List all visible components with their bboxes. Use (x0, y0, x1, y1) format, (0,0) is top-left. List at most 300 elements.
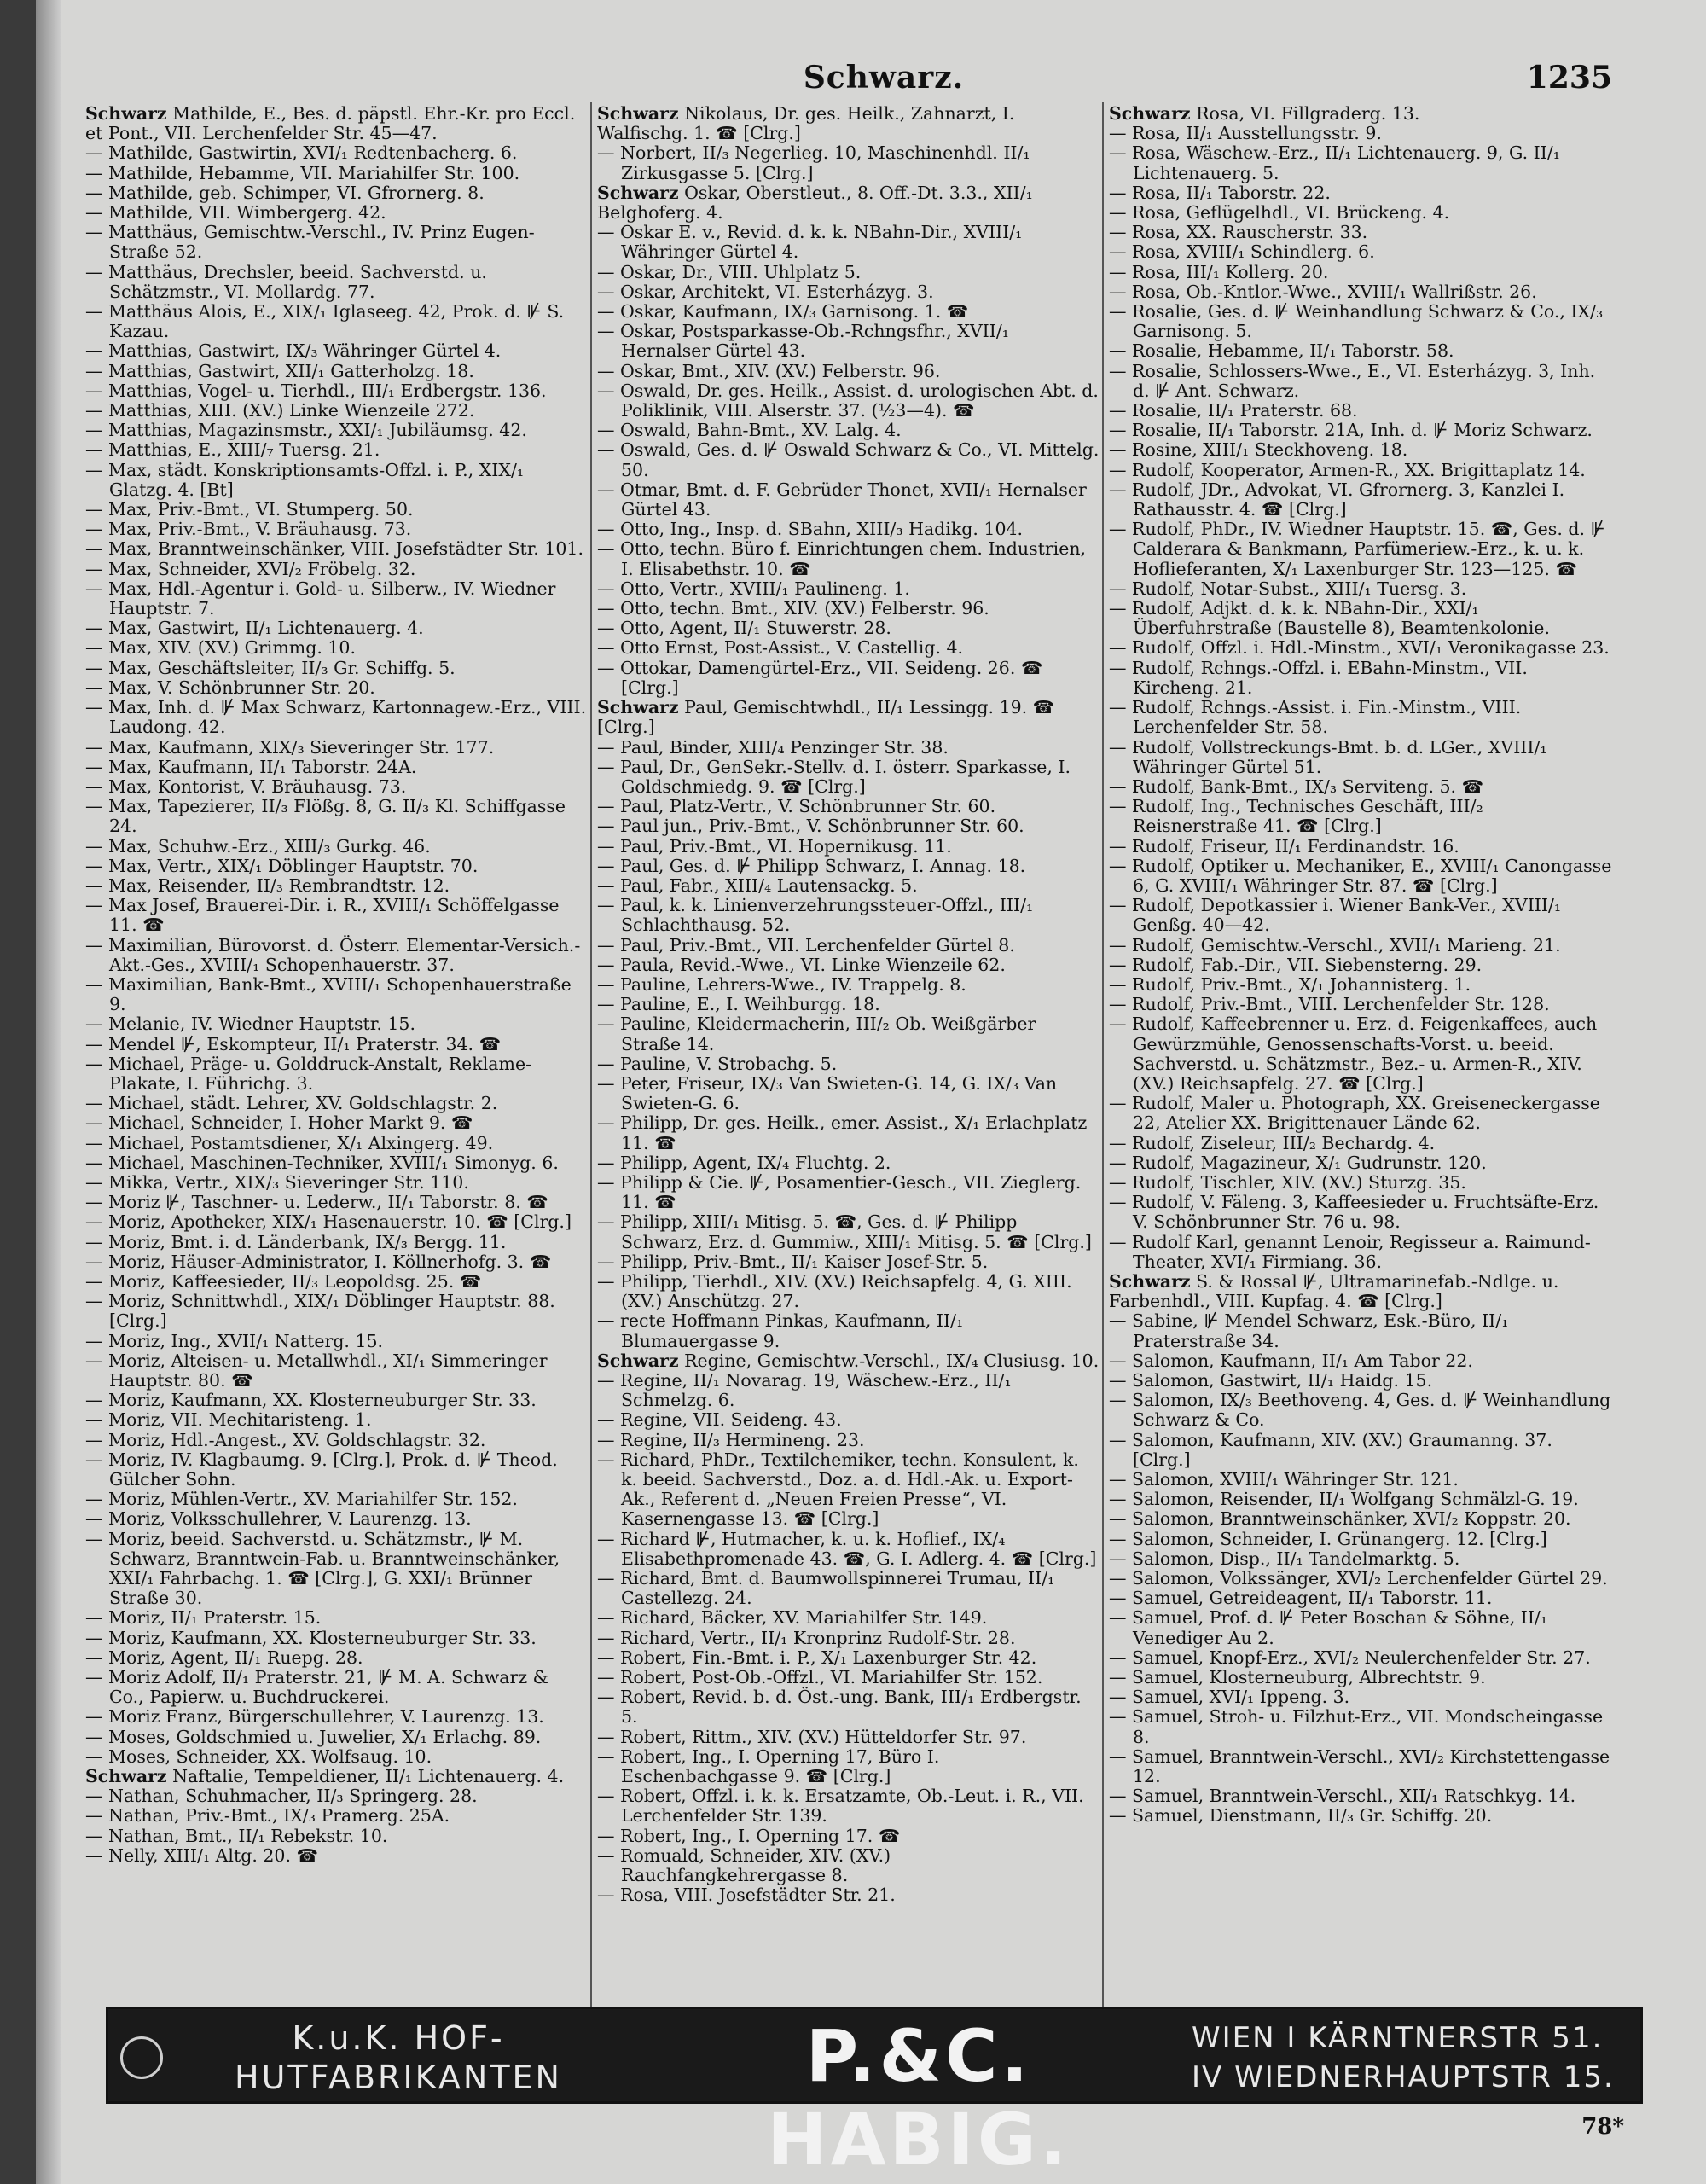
directory-entry (1109, 1134, 1612, 1153)
directory-entry (85, 539, 589, 559)
entry-text: — Salomon, Kaufmann, XIV. (XV.) Graumanng. 37. [Clrg.] (1109, 1429, 1552, 1470)
entry-text: — Max, Kontorist, V. Bräuhausg. 73. (85, 775, 407, 797)
entry-text: — Oskar, Dr., VIII. Uhlplatz 5. (597, 261, 862, 282)
entry-text: — Samuel, Branntwein-Verschl., XVI/₂ Kirchstettengasse 12. (1109, 1745, 1610, 1787)
entry-text: — Max Josef, Brauerei-Dir. i. R., XVIII/₁ Schöffelgasse 11. ☎ (85, 895, 560, 936)
entry-text: — Rosalie, Schlossers-Wwe., E., VI. Esterházyg. 3, Inh. d. ⊮ Ant. Schwarz. (1109, 360, 1596, 401)
entry-text: — Rosa, XX. Rauscherstr. 33. (1109, 222, 1368, 243)
entry-text: — Oswald, Dr. ges. Heilk., Assist. d. urologischen Abt. d. Poliklinik, VIII. Alserstr. 37. (½3—4). ☎ (597, 380, 1099, 421)
entry-text: — Otto, techn. Büro f. Einrichtungen chem. Industrien, I. Elisabethstr. 10. ☎ (597, 538, 1087, 579)
directory-entry (1109, 1094, 1612, 1133)
surname-heading: Schwarz (85, 103, 167, 124)
entry-text: — Max, Tapezierer, II/₃ Flößg. 8, G. II/₃ Kl. Schiffgasse 24. (85, 796, 566, 837)
entry-text: — Moses, Goldschmied u. Juwelier, X/₁ Erlachg. 89. (85, 1726, 542, 1747)
directory-entry (85, 619, 589, 638)
entry-text: — Pauline, Kleidermacherin, III/₂ Ob. Weißgärber Straße 14. (597, 1014, 1036, 1054)
entry-text: — Rudolf, Tischler, XIV. (XV.) Sturzg. 35. (1109, 1171, 1466, 1193)
directory-entry (1109, 797, 1612, 836)
directory-entry (85, 1668, 589, 1707)
directory-entry (1109, 1509, 1612, 1529)
entry-text: Paul, Gemischtwhdl., II/₁ Lessingg. 19. ☎ [Clrg.] (597, 697, 1055, 738)
directory-entry (597, 956, 1100, 975)
entry-text: — Mathilde, VII. Wimbergerg. 42. (85, 202, 386, 224)
entry-text: — recte Hoffmann Pinkas, Kaufmann, II/₁ Blumauergasse 9. (597, 1310, 964, 1351)
directory-entry (597, 1054, 1100, 1074)
entry-text: — Moriz, Kaffeesieder, II/₃ Leopoldsg. 25. ☎ (85, 1270, 482, 1292)
directory-entry (597, 837, 1100, 857)
binding-gutter (0, 0, 36, 2184)
running-header (61, 60, 1706, 102)
directory-entry (1109, 461, 1612, 480)
directory-entry (597, 738, 1100, 758)
entry-text: — Rudolf, Kooperator, Armen-R., XX. Brigittaplatz 14. (1109, 459, 1586, 480)
directory-entry (1109, 599, 1612, 638)
directory-entry (597, 1885, 1100, 1905)
directory-entry (85, 440, 589, 460)
directory-entry (85, 1728, 589, 1747)
directory-entry (85, 659, 589, 678)
entry-text: — Richard, Bmt. d. Baumwollspinnerei Trumau, II/₁ Castellezg. 24. (597, 1568, 1055, 1609)
ad-right-line-2: IV WIEDNERHAUPTSTR 15. (1192, 2060, 1615, 2094)
directory-entry (597, 1153, 1100, 1173)
directory-entry (85, 1272, 589, 1292)
entry-text: — Salomon, Branntweinschänker, XVI/₂ Koppstr. 20. (1109, 1508, 1571, 1530)
directory-entry (597, 183, 1100, 223)
directory-entry (597, 440, 1100, 479)
directory-entry (597, 1311, 1100, 1350)
entry-text: — Samuel, Getreideagent, II/₁ Taborstr. 11. (1109, 1588, 1493, 1609)
entry-text: — Paul, k. k. Linienverzehrungssteuer-Offzl., III/₁ Schlachthausg. 52. (597, 895, 1034, 936)
entry-text: — Matthäus, Gemischtw.-Verschl., IV. Prinz Eugen-Straße 52. (85, 222, 535, 263)
directory-entry (1109, 1707, 1612, 1746)
directory-entry (597, 1371, 1100, 1410)
entry-text: — Max, Vertr., XIX/₁ Döblinger Hauptstr. 70. (85, 855, 479, 876)
directory-entry (1109, 1549, 1612, 1569)
directory-entry (85, 203, 589, 223)
entry-text: — Rudolf, Depotkassier i. Wiener Bank-Ver., XVIII/₁ Genßg. 40—42. (1109, 895, 1562, 936)
entry-text: — Max, XIV. (XV.) Grimmg. 10. (85, 637, 356, 659)
entry-text: — Rudolf, Bank-Bmt., IX/₃ Serviteng. 5. ☎ (1109, 775, 1484, 797)
directory-entry (597, 1747, 1100, 1786)
entry-text: — Philipp, Dr. ges. Heilk., emer. Assist., X/₁ Erlachplatz 11. ☎ (597, 1112, 1088, 1153)
directory-entry (1109, 1589, 1612, 1608)
directory-entry (1109, 1608, 1612, 1647)
entry-text: — Moriz, Alteisen- u. Metallwhdl., XI/₁ Simmeringer Hauptstr. 80. ☎ (85, 1350, 548, 1391)
directory-page (61, 0, 1706, 2184)
directory-entry (597, 1431, 1100, 1450)
directory-entry (85, 758, 589, 777)
entry-text: — Salomon, IX/₃ Beethoveng. 4, Ges. d. ⊮ Weinhandlung Schwarz & Co. (1109, 1390, 1611, 1431)
entry-text: — Rudolf, Vollstreckungs-Bmt. b. d. LGer., XVIII/₁ Währinger Gürtel 51. (1109, 736, 1547, 777)
directory-entry (1109, 1311, 1612, 1350)
entry-text: — Moriz, Bmt. i. d. Länderbank, IX/₃ Bergg. 11. (85, 1231, 507, 1252)
entry-text: — Rosa, II/₁ Ausstellungsstr. 9. (1109, 123, 1382, 144)
entry-text: — Paul, Fabr., XIII/₄ Lautensackg. 5. (597, 874, 918, 896)
entry-text: — Moriz, Volksschullehrer, V. Laurenzg. 13. (85, 1508, 472, 1530)
directory-entry (1109, 183, 1612, 203)
entry-text: — Paul, Dr., GenSekr.-Stellv. d. I. österr. Sparkasse, I. Goldschmiedg. 9. ☎ [Clrg.] (597, 756, 1071, 797)
entry-text: — Michael, Maschinen-Techniker, XVIII/₁ Simonyg. 6. (85, 1152, 559, 1173)
directory-entry (1109, 995, 1612, 1014)
directory-entry (1109, 520, 1612, 579)
directory-entry (1109, 1431, 1612, 1470)
entry-text: — Rudolf, Gemischtw.-Verschl., XVII/₁ Marieng. 21. (1109, 934, 1561, 956)
directory-entry (1109, 1272, 1612, 1311)
directory-entry (1109, 698, 1612, 737)
directory-entry (85, 1648, 589, 1668)
entry-text: — Max, V. Schönbrunner Str. 20. (85, 677, 375, 698)
entry-text: — Moriz, Häuser-Administrator, I. Köllnerhofg. 3. ☎ (85, 1251, 552, 1272)
directory-entry (85, 1134, 589, 1153)
directory-entry (1109, 857, 1612, 896)
entry-text: — Maximilian, Bank-Bmt., XVIII/₁ Schopenhauerstraße 9. (85, 973, 572, 1015)
entry-text: — Rosa, XVIII/₁ Schindlerg. 6. (1109, 241, 1375, 263)
directory-entry (85, 777, 589, 797)
entry-text: — Regine, VII. Seideng. 43. (597, 1409, 842, 1431)
directory-entry (85, 461, 589, 500)
directory-entry (85, 143, 589, 163)
entry-text: — Romuald, Schneider, XIV. (XV.) Rauchfangkehrergasse 8. (597, 1844, 891, 1886)
directory-entry (85, 1608, 589, 1628)
directory-entry (597, 1569, 1100, 1608)
directory-entry (597, 1648, 1100, 1668)
entry-text: — Rudolf, Optiker u. Mechaniker, E., XVIII/₁ Canongasse 6, G. XVIII/₁ Währinger Str. 87. ☎ [Clrg.] (1109, 855, 1612, 896)
entry-text: — Nathan, Bmt., II/₁ Rebekstr. 10. (85, 1825, 388, 1846)
entry-text: — Mikka, Vertr., XIX/₃ Sieveringer Str. 110. (85, 1171, 469, 1193)
directory-entry (85, 1193, 589, 1212)
directory-entry (597, 975, 1100, 995)
entry-text: — Rudolf Karl, genannt Lenoir, Regisseur a. Raimund-Theater, XVI/₁ Firmiang. 36. (1109, 1231, 1591, 1272)
directory-entry (85, 857, 589, 876)
entry-text: — Max, Priv.-Bmt., VI. Stumperg. 50. (85, 499, 414, 520)
signature-mark: 78* (1581, 2114, 1624, 2140)
directory-entry (1109, 401, 1612, 421)
directory-entry (85, 1035, 589, 1054)
entry-text: — Samuel, Stroh- u. Filzhut-Erz., VII. Mondscheingasse 8. (1109, 1706, 1604, 1747)
entry-text: — Rudolf, Adjkt. d. k. k. NBahn-Dir., XXI/₁ Überfuhrstraße (Baustelle 8), Beamtenkolonie. (1109, 598, 1550, 639)
entry-text: — Moriz Franz, Bürgerschullehrer, V. Laurenzg. 13. (85, 1706, 544, 1728)
entry-text: — Richard, PhDr., Textilchemiker, techn. Konsulent, k. k. beeid. Sachverstd., Doz. a. d. Hdl.-Ak. u. Export-Ak., Referent d. „Neuen Freien Presse“, VI. Kasernengasse 13. ☎ [Clrg.] (597, 1449, 1079, 1530)
directory-entry (1109, 1371, 1612, 1391)
directory-entry (597, 599, 1100, 619)
directory-entry (1109, 1806, 1612, 1826)
entry-text: — Rudolf, Rchngs.-Offzl. i. EBahn-Minstm., VII. Kircheng. 21. (1109, 657, 1528, 698)
entry-text: — Samuel, Branntwein-Verschl., XII/₁ Ratschkyg. 14. (1109, 1786, 1576, 1807)
entry-text: — Philipp & Cie. ⊮, Posamentier-Gesch., VII. Zieglerg. 11. ☎ (597, 1171, 1082, 1213)
clock-icon (120, 2036, 163, 2079)
binding-shadow (36, 0, 61, 2184)
entry-text: — Salomon, XVIII/₁ Währinger Str. 121. (1109, 1469, 1459, 1490)
surname-heading: Schwarz (1109, 1270, 1191, 1292)
entry-text: — Robert, Ing., I. Operning 17. ☎ (597, 1825, 901, 1846)
directory-entry (85, 1153, 589, 1173)
entry-text: — Rudolf, PhDr., IV. Wiedner Hauptstr. 15. ☎, Ges. d. ⊮ Calderara & Bankmann, Parfümeriew.-Erz., k. u. k. Hoflieferanten, X/₁ Laxenburger Str. 123—125. ☎ (1109, 519, 1606, 579)
directory-entry (1109, 1193, 1612, 1232)
directory-entry (597, 1846, 1100, 1885)
entry-text: — Rosalie, II/₁ Praterstr. 68. (1109, 400, 1358, 421)
entry-text: — Philipp, Tierhdl., XIV. (XV.) Reichsapfelg. 4, G. XIII. (XV.) Anschützg. 27. (597, 1270, 1072, 1312)
directory-entry (597, 1252, 1100, 1272)
entry-text: — Otto, Ing., Insp. d. SBahn, XIII/₃ Hadikg. 104. (597, 519, 1024, 540)
entry-text: — Salomon, Gastwirt, II/₁ Haidg. 15. (1109, 1370, 1433, 1391)
entry-text: — Max, Hdl.-Agentur i. Gold- u. Silberw., IV. Wiedner Hauptstr. 7. (85, 578, 556, 619)
directory-entry (1109, 975, 1612, 995)
entry-text: — Moriz ⊮, Taschner- u. Lederw., II/₁ Taborstr. 8. ☎ (85, 1192, 548, 1213)
directory-entry (85, 678, 589, 698)
entry-text: — Rudolf, Offzl. i. Hdl.-Minstm., XVI/₁ Veronikagasse 23. (1109, 637, 1610, 659)
entry-text: — Max, Kaufmann, II/₁ Taborstr. 24A. (85, 756, 417, 777)
directory-entry (1109, 1786, 1612, 1806)
entry-text: — Salomon, Schneider, I. Grünangerg. 12. [Clrg.] (1109, 1528, 1547, 1549)
entry-text: — Rudolf, Rchngs.-Assist. i. Fin.-Minstm., VIII. Lerchenfelder Str. 58. (1109, 697, 1522, 738)
directory-entry (1109, 1530, 1612, 1549)
directory-entry (85, 638, 589, 658)
entry-text: Naftalie, Tempeldiener, II/₁ Lichtenauerg. 4. (166, 1766, 565, 1787)
column-rule (590, 102, 592, 2013)
ad-brand: P.&C. HABIG. (767, 2014, 1071, 2181)
entry-text: — Nathan, Priv.-Bmt., IX/₃ Pramerg. 25A. (85, 1805, 450, 1827)
directory-entry (85, 1431, 589, 1450)
directory-entry (597, 223, 1100, 262)
entry-text: — Salomon, Kaufmann, II/₁ Am Tabor 22. (1109, 1350, 1473, 1371)
directory-entry (85, 1351, 589, 1391)
entry-text: — Max, Reisender, II/₃ Rembrandtstr. 12. (85, 874, 450, 896)
directory-column-2 (597, 104, 1100, 1905)
directory-entry (85, 975, 589, 1014)
directory-entry (1109, 440, 1612, 460)
directory-entry (85, 1846, 589, 1866)
entry-text: — Moses, Schneider, XX. Wolfsaug. 10. (85, 1745, 432, 1767)
directory-entry (597, 282, 1100, 302)
entry-text: — Rudolf, JDr., Advokat, VI. Gfrornerg. 3, Kanzlei I. Rathausstr. 4. ☎ [Clrg.] (1109, 479, 1565, 520)
entry-text: — Oswald, Ges. d. ⊮ Oswald Schwarz & Co., VI. Mittelg. 50. (597, 439, 1100, 480)
entry-text: — Rudolf, Friseur, II/₁ Ferdinandstr. 16. (1109, 835, 1459, 857)
directory-entry (1109, 124, 1612, 143)
entry-text: — Moriz, VII. Mechitaristeng. 1. (85, 1409, 372, 1431)
entry-text: — Rosa, Wäschew.-Erz., II/₁ Lichtenauerg. 9, G. II/₁ Lichtenauerg. 5. (1109, 142, 1560, 183)
entry-text: — Paul, Platz-Vertr., V. Schönbrunner Str. 60. (597, 796, 996, 817)
entry-text: — Moriz, Agent, II/₁ Ruepg. 28. (85, 1647, 363, 1668)
entry-text: — Moriz, Apotheker, XIX/₁ Hasenauerstr. 10. ☎ [Clrg.] (85, 1211, 572, 1233)
entry-text: — Matthias, Magazinsmstr., XXI/₁ Jubiläumsg. 42. (85, 420, 527, 441)
entry-text: — Rudolf, Magazineur, X/₁ Gudrunstr. 120. (1109, 1152, 1487, 1173)
directory-entry (1109, 1014, 1612, 1094)
entry-text: — Rudolf, Priv.-Bmt., VIII. Lerchenfelder Str. 128. (1109, 994, 1550, 1015)
directory-entry (85, 1212, 589, 1232)
directory-entry (1109, 203, 1612, 223)
entry-text: — Moriz, Hdl.-Angest., XV. Goldschlagstr. 32. (85, 1429, 486, 1450)
directory-entry (597, 104, 1100, 143)
directory-entry (1109, 1569, 1612, 1589)
directory-entry (597, 857, 1100, 876)
directory-entry (85, 1707, 589, 1727)
directory-entry (597, 1786, 1100, 1826)
directory-entry (85, 876, 589, 896)
directory-entry (1109, 263, 1612, 282)
directory-entry (85, 381, 589, 401)
entry-text: — Moriz, IV. Klagbaumg. 9. [Clrg.], Prok. d. ⊮ Theod. Gülcher Sohn. (85, 1449, 558, 1490)
entry-text: Oskar, Oberstleut., 8. Off.-Dt. 3.3., XII/₁ Belghoferg. 4. (597, 182, 1033, 224)
entry-text: — Rudolf, Ing., Technisches Geschäft, III/₂ Reisnerstraße 41. ☎ [Clrg.] (1109, 796, 1483, 837)
entry-text: — Matthias, E., XIII/₇ Tuersg. 21. (85, 439, 380, 461)
entry-text: — Oskar E. v., Revid. d. k. k. NBahn-Dir., XVIII/₁ Währinger Gürtel 4. (597, 222, 1023, 263)
directory-entry (85, 1827, 589, 1846)
entry-text: — Moriz, Ing., XVII/₁ Natterg. 15. (85, 1330, 384, 1351)
directory-entry (597, 1629, 1100, 1648)
entry-text: — Matthias, Gastwirt, IX/₃ Währinger Gürtel 4. (85, 340, 502, 362)
directory-entry (597, 698, 1100, 737)
entry-text: — Rosalie, Hebamme, II/₁ Taborstr. 58. (1109, 340, 1454, 362)
entry-text: — Paul, Priv.-Bmt., VII. Lerchenfelder Gürtel 8. (597, 934, 1015, 956)
entry-text: — Regine, II/₁ Novarag. 19, Wäschew.-Erz., II/₁ Schmelzg. 6. (597, 1370, 1012, 1411)
entry-text: — Paul, Binder, XIII/₄ Penzinger Str. 38. (597, 736, 949, 758)
entry-text: — Rudolf, Fab.-Dir., VII. Siebensterng. 29. (1109, 954, 1483, 975)
entry-text: — Richard, Bäcker, XV. Mariahilfer Str. 149. (597, 1607, 988, 1629)
directory-entry (1109, 896, 1612, 935)
directory-entry (1109, 579, 1612, 599)
entry-text: — Michael, städt. Lehrer, XV. Goldschlagstr. 2. (85, 1093, 498, 1114)
directory-entry (597, 322, 1100, 361)
entry-text: — Michael, Schneider, I. Hoher Markt 9. ☎ (85, 1112, 473, 1134)
directory-entry (597, 421, 1100, 440)
entry-text: — Robert, Rittm., XIV. (XV.) Hütteldorfer Str. 97. (597, 1726, 1027, 1747)
directory-entry (85, 341, 589, 361)
entry-text: Regine, Gemischtw.-Verschl., IX/₄ Clusiusg. 10. (678, 1350, 1100, 1371)
entry-text: — Samuel, Klosterneuburg, Albrechtstr. 9. (1109, 1667, 1486, 1688)
surname-heading: Schwarz (597, 103, 679, 124)
directory-entry (85, 1173, 589, 1193)
surname-heading: Schwarz (597, 697, 679, 718)
directory-entry (85, 1490, 589, 1509)
entry-text: — Rudolf, V. Fäleng. 3, Kaffeesieder u. Fruchtsäfte-Erz. V. Schönbrunner Str. 76 u. 98. (1109, 1192, 1599, 1233)
entry-text: — Rudolf, Ziseleur, III/₂ Bechardg. 4. (1109, 1132, 1436, 1153)
directory-entry (597, 1410, 1100, 1430)
directory-entry (597, 1014, 1100, 1054)
directory-entry (597, 896, 1100, 935)
directory-entry (597, 995, 1100, 1014)
directory-entry (1109, 480, 1612, 520)
entry-text: — Rosa, III/₁ Kollerg. 20. (1109, 261, 1329, 282)
entry-text: — Rosa, VIII. Josefstädter Str. 21. (597, 1885, 896, 1906)
directory-entry (85, 560, 589, 579)
entry-text: — Moriz, beeid. Sachverstd. u. Schätzmstr., ⊮ M. Schwarz, Branntwein-Fab. u. Branntweinschänker, XXI/₁ Fahrbachg. 1. ☎ [Clrg.], G. XXI/₁ Brünner Straße 30. (85, 1528, 560, 1609)
entry-text: — Rosa, Geflügelhdl., VI. Brückeng. 4. (1109, 202, 1450, 224)
ad-right-block (1192, 2018, 1627, 2094)
directory-entry (1109, 1391, 1612, 1430)
entry-text: — Rosa, II/₁ Taborstr. 22. (1109, 182, 1331, 203)
ad-left-block (160, 2018, 637, 2094)
surname-heading: Schwarz (597, 1350, 679, 1371)
entry-text: — Melanie, IV. Wiedner Hauptstr. 15. (85, 1014, 415, 1035)
directory-entry (1109, 242, 1612, 262)
directory-entry (597, 1450, 1100, 1530)
directory-entry (597, 1351, 1100, 1371)
directory-entry (85, 1252, 589, 1272)
directory-entry (85, 401, 589, 421)
directory-entry (85, 104, 589, 143)
surname-heading: Schwarz (597, 182, 679, 203)
entry-text: — Max, Schneider, XVI/₂ Fröbelg. 32. (85, 558, 416, 579)
directory-entry (85, 1054, 589, 1094)
entry-text: — Pauline, V. Strobachg. 5. (597, 1053, 838, 1074)
directory-entry (597, 579, 1100, 599)
directory-entry (1109, 738, 1612, 777)
directory-entry (1109, 956, 1612, 975)
directory-entry (85, 183, 589, 203)
directory-column-1 (85, 104, 589, 1866)
entry-text: — Oskar, Bmt., XIV. (XV.) Felberstr. 96. (597, 360, 941, 381)
entry-text: S. & Rossal ⊮, Ultramarinefab.-Ndlge. u. Farbenhdl., VIII. Kupfag. 4. ☎ [Clrg.] (1109, 1270, 1559, 1312)
directory-entry (597, 758, 1100, 797)
entry-text: Mathilde, E., Bes. d. päpstl. Ehr.-Kr. pro Eccl. et Pont., VII. Lerchenfelder Str. 45—47. (85, 103, 576, 144)
entry-text: — Max, Schuhw.-Erz., XIII/₃ Gurkg. 46. (85, 835, 431, 857)
entry-text: — Max, Kaufmann, XIX/₃ Sieveringer Str. 177. (85, 736, 495, 758)
directory-entry (1109, 659, 1612, 698)
directory-entry (1109, 1490, 1612, 1509)
entry-text: — Moriz, Kaufmann, XX. Klosterneuburger Str. 33. (85, 1627, 537, 1648)
ad-left-line-2: HUTFABRIKANTEN (235, 2059, 562, 2096)
directory-entry (1109, 1153, 1612, 1173)
entry-text: — Otto, Agent, II/₁ Stuwerstr. 28. (597, 618, 891, 639)
entry-text: — Robert, Fin.-Bmt. i. P., X/₁ Laxenburger Str. 42. (597, 1647, 1037, 1668)
entry-text: — Pauline, E., I. Weihburgg. 18. (597, 994, 880, 1015)
directory-entry (85, 1233, 589, 1252)
directory-entry (85, 1767, 589, 1786)
directory-entry (597, 539, 1100, 578)
directory-entry (85, 936, 589, 975)
directory-entry (597, 1668, 1100, 1687)
entry-text: — Paul jun., Priv.-Bmt., V. Schönbrunner Str. 60. (597, 816, 1024, 837)
directory-entry (85, 1391, 589, 1410)
directory-entry (597, 797, 1100, 816)
directory-entry (1109, 362, 1612, 401)
directory-entry (1109, 223, 1612, 242)
directory-entry (85, 1786, 589, 1806)
entry-text: — Nelly, XIII/₁ Altg. 20. ☎ (85, 1844, 319, 1866)
entry-text: — Mathilde, geb. Schimper, VI. Gfrornerg. 8. (85, 182, 485, 203)
directory-entry (85, 164, 589, 183)
directory-entry (85, 1014, 589, 1034)
entry-text: — Oswald, Bahn-Bmt., XV. Lalg. 4. (597, 420, 902, 441)
entry-text: — Paul, Priv.-Bmt., VI. Hopernikusg. 11. (597, 835, 952, 857)
directory-entry (597, 1074, 1100, 1113)
directory-entry (1109, 1233, 1612, 1272)
directory-entry (597, 480, 1100, 520)
directory-entry (1109, 302, 1612, 341)
directory-entry (597, 619, 1100, 638)
directory-entry (85, 302, 589, 341)
directory-entry (597, 1728, 1100, 1747)
directory-entry (85, 1629, 589, 1648)
directory-entry (597, 1173, 1100, 1212)
entry-text: — Max, Gastwirt, II/₁ Lichtenauerg. 4. (85, 618, 424, 639)
directory-entry (597, 1530, 1100, 1569)
entry-text: — Rudolf, Priv.-Bmt., X/₁ Johannisterg. 1. (1109, 973, 1471, 995)
directory-entry (1109, 282, 1612, 302)
entry-text: — Mathilde, Gastwirtin, XVI/₁ Redtenbacherg. 6. (85, 142, 518, 164)
entry-text: — Robert, Ing., I. Operning 17, Büro I. Eschenbachgasse 9. ☎ [Clrg.] (597, 1745, 940, 1787)
directory-entry (1109, 1470, 1612, 1490)
directory-entry (597, 302, 1100, 322)
directory-entry (597, 816, 1100, 836)
entry-text: — Samuel, XVI/₁ Ippeng. 3. (1109, 1687, 1350, 1708)
entry-text: — Richard, Vertr., II/₁ Kronprinz Rudolf-Str. 28. (597, 1627, 1016, 1648)
directory-entry (1109, 1648, 1612, 1668)
entry-text: — Philipp, Agent, IX/₄ Fluchtg. 2. (597, 1152, 891, 1173)
entry-text: — Paul, Ges. d. ⊮ Philipp Schwarz, I. Annag. 18. (597, 855, 1026, 876)
entry-text: — Oskar, Architekt, VI. Esterházyg. 3. (597, 281, 934, 302)
entry-text: — Otto, Vertr., XVIII/₁ Paulineng. 1. (597, 578, 910, 599)
